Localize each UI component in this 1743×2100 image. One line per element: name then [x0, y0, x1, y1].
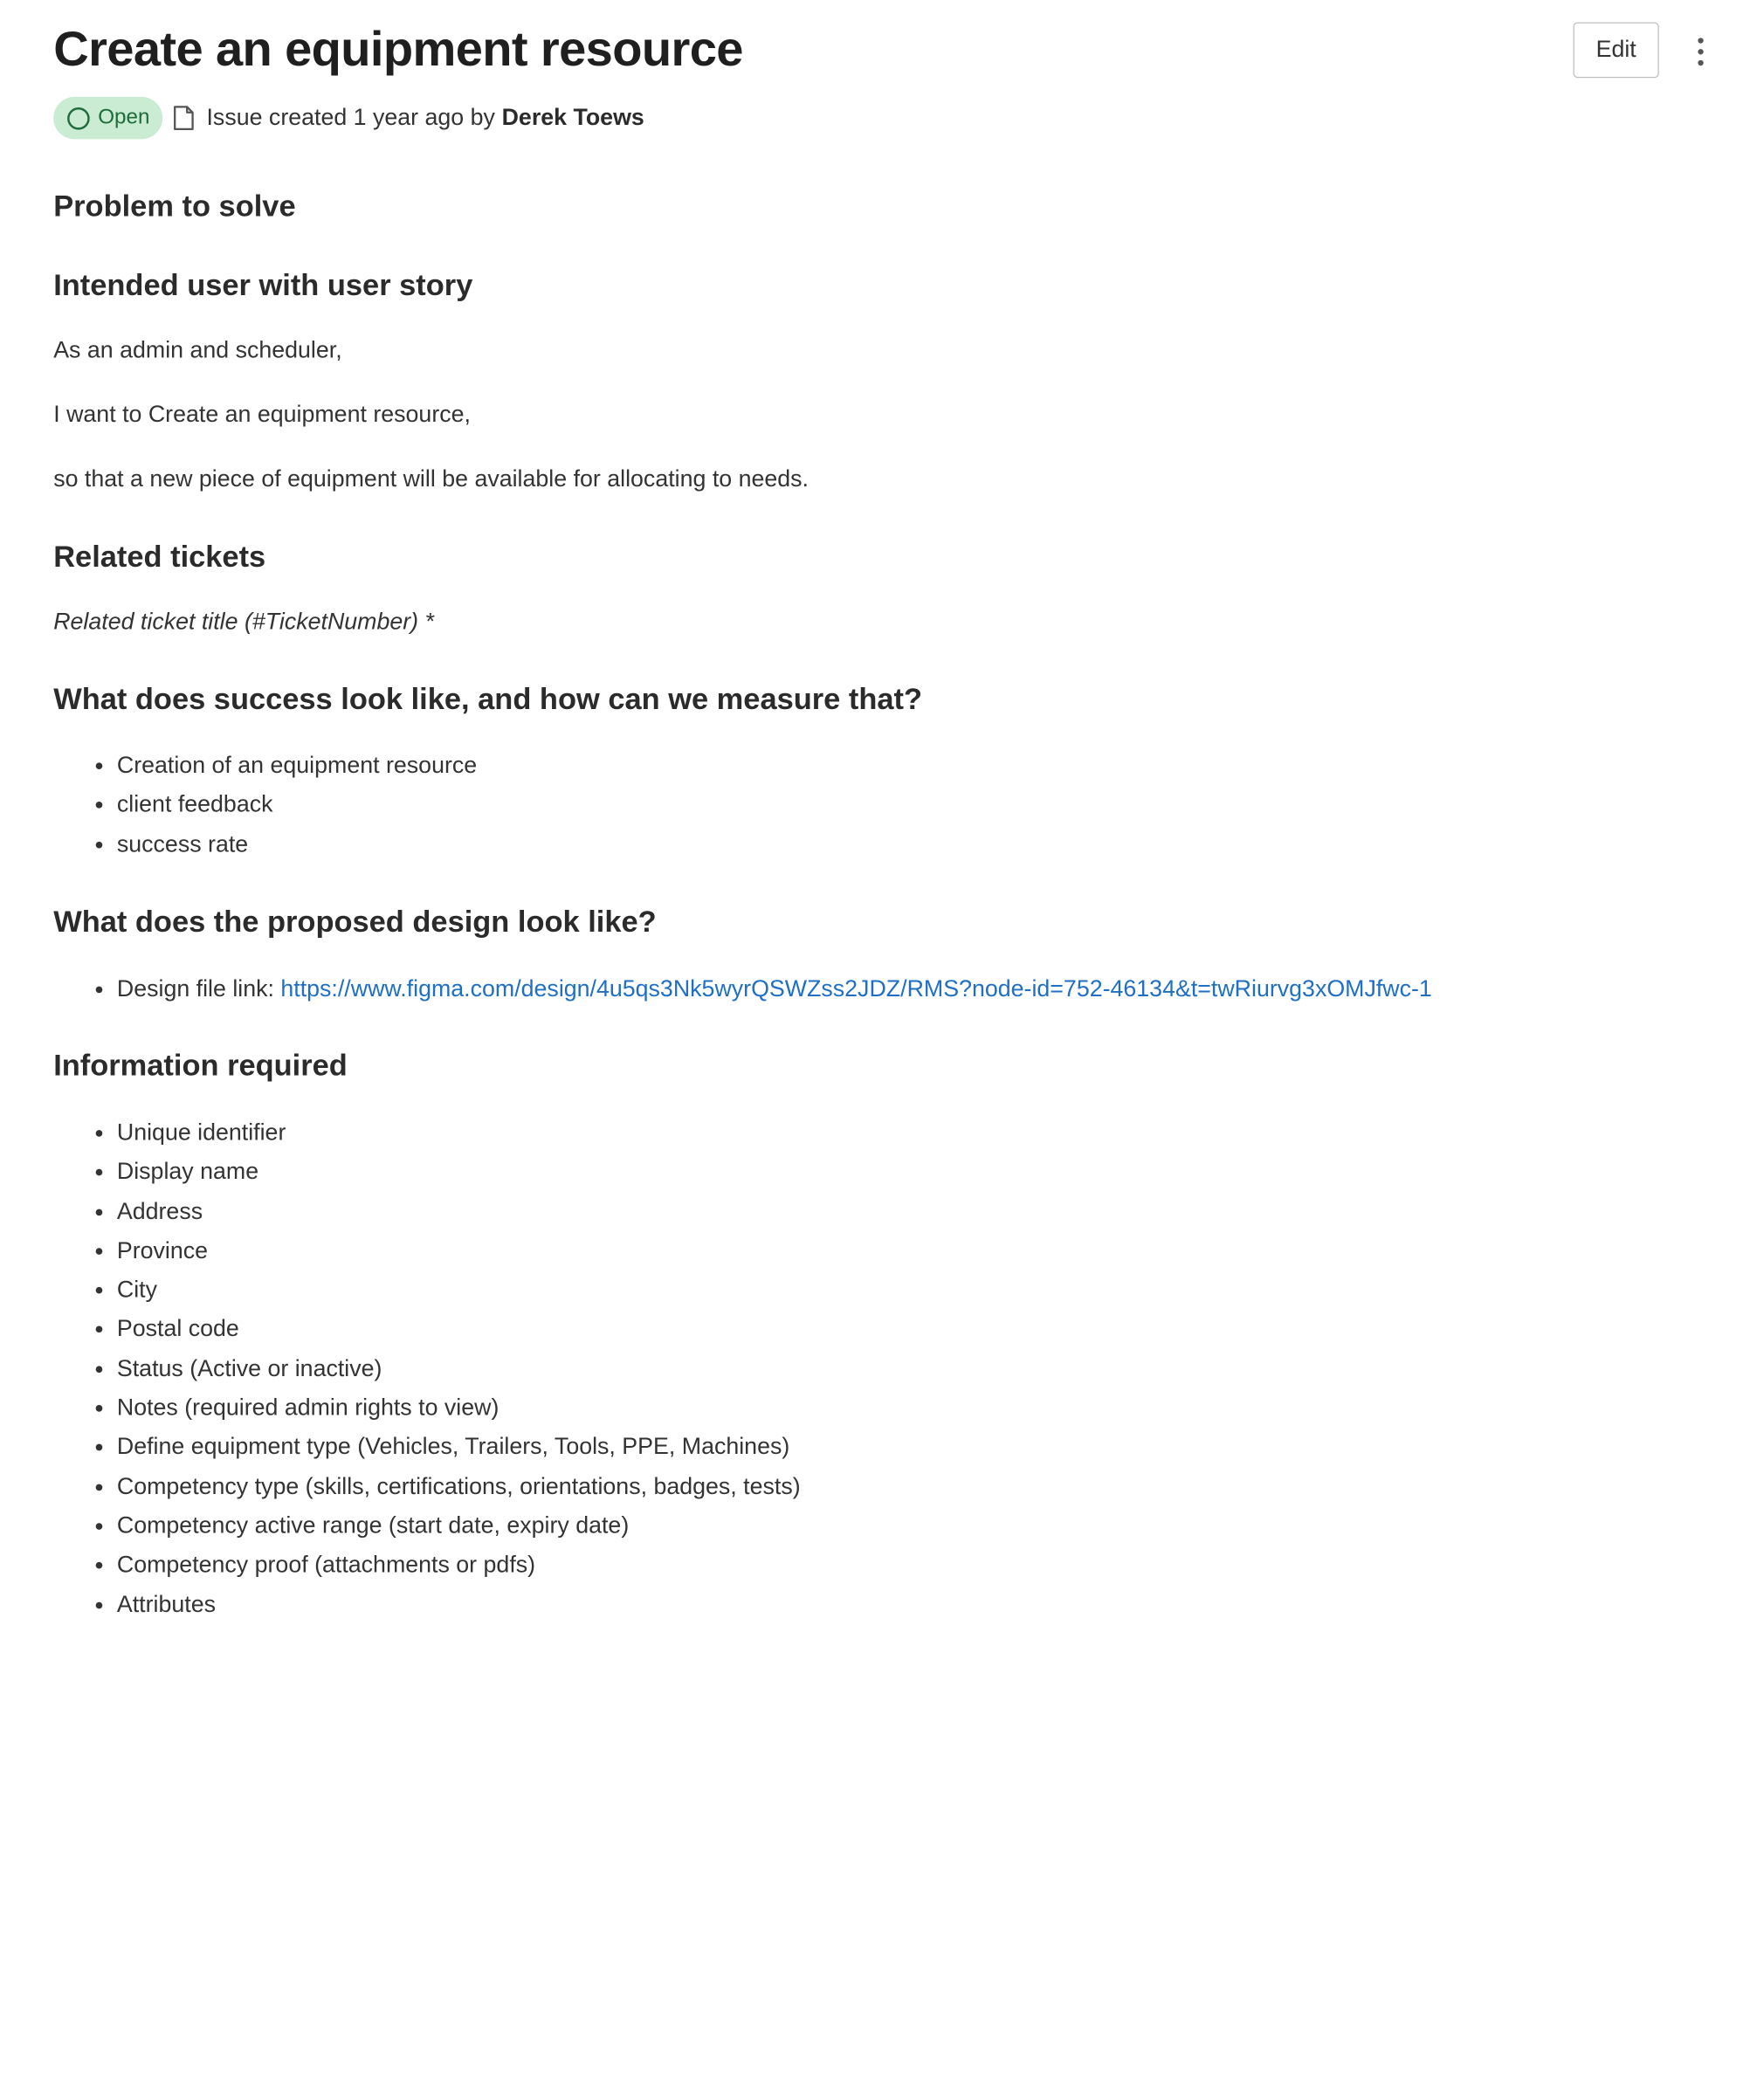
list-item: • Define equipment type (Vehicles, Trailers, Tools, PPE, Machines): [117, 1428, 801, 1467]
list-item: • City: [117, 1270, 801, 1310]
list-item: • Competency proof (attachments or pdfs): [117, 1546, 801, 1585]
page-title: Create an equipment resource: [53, 22, 743, 77]
list-item: • success rate: [117, 824, 477, 864]
design-file-link[interactable]: https://www.figma.com/design/4u5qs3Nk5wyrQSWZss2JDZ/RMS?node-id=752-46134&t=twRiurvg3xOMJfwc-1: [280, 976, 1432, 1002]
list-item: • Competency active range (start date, expiry date): [117, 1506, 801, 1546]
issue-open-icon: [67, 107, 91, 130]
created-text: Issue created 1 year ago by: [206, 104, 495, 131]
information-list: [53, 1113, 800, 1624]
list-item: • client feedback: [117, 785, 477, 824]
list-item: • Attributes: [117, 1585, 801, 1624]
user-story-line-3: so that a new piece of equipment will be available for allocating to needs.: [53, 466, 809, 492]
list-item: • Display name: [117, 1153, 801, 1192]
list-item: • Address: [117, 1192, 801, 1231]
heading-design: What does the proposed design look like?: [53, 905, 657, 939]
list-item: • Province: [117, 1231, 801, 1270]
kebab-dot: [1698, 48, 1703, 53]
heading-user-story: Intended user with user story: [53, 268, 473, 302]
list-item: • Unique identifier: [117, 1113, 801, 1153]
list-item: • Status (Active or inactive): [117, 1349, 801, 1388]
more-actions-icon[interactable]: [1684, 31, 1717, 72]
success-list: [53, 746, 477, 864]
list-item: • Notes (required admin rights to view): [117, 1388, 801, 1428]
kebab-dot: [1698, 59, 1703, 65]
design-list: [53, 970, 1432, 1009]
list-item: • Postal code: [117, 1310, 801, 1349]
design-link-label: Design file link:: [116, 976, 281, 1002]
list-item: • Competency type (skills, certifications, orientations, badges, tests): [117, 1467, 801, 1506]
kebab-dot: [1698, 38, 1703, 43]
heading-problem: Problem to solve: [53, 189, 296, 223]
author-link[interactable]: Derek Toews: [501, 104, 644, 131]
issue-type-icon: [172, 105, 196, 132]
heading-information-required: Information required: [53, 1049, 348, 1083]
heading-related-tickets: Related tickets: [53, 540, 266, 574]
edit-button[interactable]: Edit: [1574, 23, 1659, 79]
user-story-line-2: I want to Create an equipment resource,: [53, 402, 471, 428]
related-ticket-text: Related ticket title (#TicketNumber) *: [53, 609, 434, 635]
list-item: [117, 970, 1432, 1009]
status-label: Open: [98, 106, 150, 129]
issue-meta: [53, 97, 644, 139]
heading-success: What does success look like, and how can we measure that?: [53, 682, 922, 716]
status-badge: [53, 97, 163, 139]
user-story-line-1: As an admin and scheduler,: [53, 337, 342, 363]
list-item: • Creation of an equipment resource: [117, 746, 477, 785]
